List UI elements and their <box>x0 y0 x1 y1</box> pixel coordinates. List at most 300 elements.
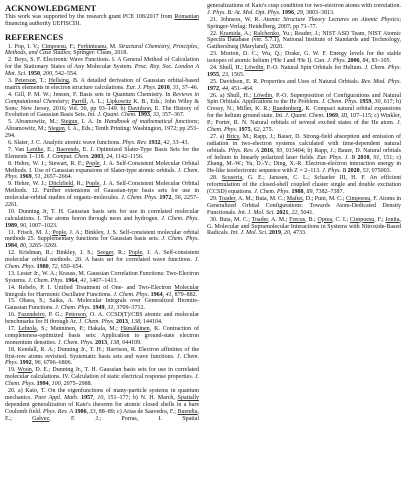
ref-text: , <box>127 319 131 326</box>
journal-title: 200 <box>43 71 52 78</box>
publication-year: 2013 <box>115 319 128 326</box>
ref-text: , E.; <box>5 408 199 422</box>
journal-title: Phys. Rev. <box>122 139 147 146</box>
ref-text: 1. Pop, I. V.; <box>8 43 42 50</box>
reference-item <box>5 44 199 58</box>
left-column <box>5 3 199 497</box>
publication-year: 1989 <box>5 222 17 229</box>
ref-text: 21. Johnson, W. R. <box>210 16 264 23</box>
journal-title: Int. J. Quant. Chem. <box>87 112 137 119</box>
ref-text: , A. M.; <box>268 216 290 223</box>
ref-text: 25. Davidson, E. R. Properties and Uses of Natural Orbitals. <box>210 78 362 85</box>
ref-text: , 617; b) Cressy, N.; Miller, K. R.; <box>207 99 401 113</box>
journal-title: J. Phys. B: At. Mol. Opt. Phys. <box>207 9 281 16</box>
ref-text: , B. A detailed derivation of Gaussian orbital-based matrix elements in electron structure calculations. <box>5 77 199 91</box>
ref-text: , <box>250 127 254 134</box>
ref-text: , J. A. Self-consistent molecular orbital methods. 20. A basis set for correlated wave functions. <box>5 250 199 264</box>
journal-title: 44 <box>222 85 228 92</box>
ref-text: , 1007–1023. <box>26 222 58 229</box>
ref-text: , 650–654. <box>57 264 84 271</box>
journal-title: 23 <box>222 71 228 78</box>
journal-title: J. Chem. Phys. <box>207 120 401 134</box>
ref-text: , M.; Rapp, J.; Bauer, D. Strong-field absorption and emission of radiation in two-electron systems calculated with time-dependent natural orbitals. <box>207 133 401 154</box>
journal-title: J. Chem. Phys. <box>121 195 158 202</box>
ref-text: , <box>169 84 173 91</box>
ref-text: 8. Hehre, W. J.; Stewart, R. F.; <box>8 160 86 167</box>
ref-text: , <box>48 264 52 271</box>
journal-title: 72 <box>51 264 58 271</box>
ref-text: 16. <box>8 312 18 319</box>
ref-text: , P.-O. Natural Spin Orbitals for Helium. <box>263 65 365 72</box>
ref-text: , <box>31 360 35 367</box>
ref-text: 2. Boys, S. F. Electronic Wave Functions. I. A General Method of Calculation for the Stationary States of Any Molecular System. <box>5 57 199 71</box>
publication-year: 1972 <box>207 85 219 92</box>
ref-text: , O. A. CCSD(T)/CBS atomic and molecular benchmarks for H through Ar. <box>5 312 199 326</box>
ref-text: , 542–554. <box>52 71 78 78</box>
journal-title: 33 <box>89 408 96 415</box>
publication-year: 1964 <box>65 277 78 284</box>
journal-title: J. Chem. Phys. <box>55 305 91 312</box>
reference-list-right <box>207 17 401 238</box>
ref-text: 19. <box>8 367 18 374</box>
reference-item <box>5 347 199 368</box>
reference-item <box>207 134 401 175</box>
ref-text: , T.; <box>35 77 49 84</box>
publication-year: 2021 <box>276 209 289 216</box>
journal-title: 41 <box>165 291 172 298</box>
underlined-word: Hämäläinen <box>120 326 150 333</box>
underlined-word: Seeger <box>97 250 114 257</box>
journal-title: 56 <box>174 195 181 202</box>
underlined-word: Baerends <box>56 146 79 153</box>
underlined-word: Stegun <box>48 126 65 133</box>
journal-title: Pure Appl. Math. <box>34 394 79 401</box>
journal-title: Reviews in Computational Chemistry <box>5 91 199 105</box>
ref-text: , J. A. Self-Consistent Molecular Orbital Methods. 12. Further extensions of Gaussian-type basis sets for use in molecular-orbital studies of organic-molecules. <box>5 181 199 202</box>
ref-text: , 107–115; c) Winkler, P.; Porter, R. N. Natural orbitals of several excited states of the He atom. <box>207 113 401 127</box>
ref-text: , <box>93 394 98 401</box>
ref-text: financing authority UEFISCDI. <box>5 20 81 27</box>
publication-year: 1964 <box>150 291 163 298</box>
journal-title: 138 <box>130 319 140 326</box>
publication-year: 2020 <box>347 168 360 175</box>
ref-text: ; <box>67 98 72 105</box>
underlined-word: Pople <box>128 250 143 257</box>
ref-text: , G. Molecular and Supramolecular Interactions in Systems with Nitroxide-Based Radicals. <box>207 216 401 237</box>
ref-text: , A. M.; Buta, M. C.; <box>235 195 287 202</box>
ref-text: , <box>17 243 20 250</box>
publication-year: 1972 <box>159 195 172 202</box>
journal-title: 89 <box>306 189 313 196</box>
ref-text: 24. Shull, H.; <box>210 65 245 72</box>
ref-text: , 2257–2261. <box>5 195 199 208</box>
ref-text: This work was supported by the research grant PCE 108/2017 from <box>5 13 175 20</box>
journal-title: 31 <box>172 84 179 91</box>
ref-text: 10. Dunning Jr, T. H. Gaussian basis sets for use in correlated molecular calculations. I. The atoms boron through neon and hydrogen. <box>5 208 199 222</box>
publication-year: 2010 <box>157 84 170 91</box>
journal-title: 91 <box>373 154 380 161</box>
reference-item <box>5 230 199 251</box>
reference-item <box>5 388 199 422</box>
journal-title: 93 <box>276 147 283 154</box>
underlined-word: Pople <box>85 160 100 167</box>
ref-text: , 37–46. <box>178 84 199 91</box>
journal-title: J. Chem. Phys. <box>5 167 199 181</box>
ref-text: 12. Krishnan, R.; Binkley, J. S.; <box>8 250 98 257</box>
journal-title: 51 <box>34 174 41 181</box>
reference-item <box>5 78 199 92</box>
underlined-word: Parrill <box>71 98 87 105</box>
ref-text: , <box>86 408 90 415</box>
underlined-word: Peterson <box>15 77 36 84</box>
ref-text: , <box>219 85 222 92</box>
journal-title: J. Chem. Phys. <box>5 374 199 388</box>
ref-text: 30. Buta, M. C.; <box>210 216 252 223</box>
journal-title: 96 <box>34 360 41 367</box>
underlined-word: Löwdin <box>244 65 264 72</box>
ref-text: , <box>77 277 81 284</box>
publication-year: 2016 <box>260 147 273 154</box>
publication-year: 1980 <box>36 264 49 271</box>
journal-title: 20 <box>284 230 290 237</box>
underlined-word: Peterson <box>65 312 86 319</box>
journal-title: J. Comput. Chem. <box>46 153 90 160</box>
journal-title: Eur. Phys. J. B <box>316 154 356 161</box>
underlined-word: Lehtola <box>18 326 37 333</box>
ref-text: ; Springer-Verlag: Heidelberg, 2007; pp 71–77. <box>207 16 401 30</box>
underlined-word: Pople <box>52 229 66 236</box>
ref-text: 14. Rebelo, P. I. Unified Treatment of One- and Two-Electron <box>8 284 175 291</box>
reference-list-left <box>5 44 199 423</box>
reference-item <box>5 181 199 209</box>
underlined-word: Woon <box>17 367 32 374</box>
reference-item <box>5 161 199 182</box>
reference-item <box>5 312 199 326</box>
ref-text: , <box>359 168 363 175</box>
underlined-word: Ruedenberg <box>272 106 302 113</box>
ref-text: generalizations of Kato's cusp condition for two-electron atoms with correlation. <box>207 3 401 9</box>
ref-text: , <box>103 153 107 160</box>
ref-text: , 044109. <box>119 339 142 346</box>
ref-text: , S.; Manninen, P.; Hakala, M.; <box>36 326 121 333</box>
ref-text: , K. Compact natural orbital expansions for the helium ground state. <box>207 106 401 120</box>
publication-year: 2006 <box>347 58 360 65</box>
underlined-word: Toader <box>251 216 269 223</box>
ref-text: , P. G.; <box>44 312 66 319</box>
underlined-word: Ditchfield <box>48 181 74 188</box>
reference-item <box>207 196 401 217</box>
underlined-word: Romanian <box>174 13 199 20</box>
ref-text: ; Springer: Cham, 2018. <box>70 50 128 57</box>
ref-text: , 144104. <box>139 319 163 326</box>
underlined-word: Brics <box>226 133 240 140</box>
ref-text: , <box>160 139 164 146</box>
ref-text: , <box>272 147 277 154</box>
ref-text: , 2657–2664. <box>40 174 73 181</box>
ref-text: 17. <box>8 326 19 333</box>
underlined-word: Scuseria <box>221 175 243 182</box>
publication-year: 2003 <box>91 153 104 160</box>
underlined-word: Molecular <box>174 284 199 291</box>
journal-title: 80 <box>20 243 26 250</box>
reference-item <box>5 250 199 271</box>
publication-year: 1986 <box>74 408 87 415</box>
ref-text: , R.; <box>113 250 129 257</box>
ref-text: , 3709–3712. <box>113 305 145 312</box>
publication-year: 2018 <box>357 154 370 161</box>
ref-text: 7. Van <box>8 146 27 153</box>
underlined-word: Maftei <box>286 195 303 202</box>
ref-text: , 5041. <box>297 209 314 216</box>
publication-year: 1969 <box>19 174 32 181</box>
journal-title: J. Chem. Phys. <box>57 339 94 346</box>
ref-text: , G. E.; Janssen, C. L.; Schaefer III, H. F. An efficient reformulation of the closed-shell coupled cluster single and double excitation (CCSD) equations. <box>207 175 401 196</box>
publication-year: 1955 <box>207 71 219 78</box>
ref-text: 20. a) Kato, T. On the eigenfunctions of many-particle systems in quantum mechanics. <box>5 388 199 401</box>
ref-text: , B.; <box>305 216 318 223</box>
reference-item <box>5 119 199 140</box>
ref-text: 11. Frisch, M. J.; <box>8 229 53 236</box>
reference-item <box>5 298 199 312</box>
ref-text: , <box>369 154 374 161</box>
ref-text: , <box>31 174 35 181</box>
publication-year: 1959 <box>359 99 372 106</box>
ref-text: 9. Hehre, W. J.; <box>8 181 49 188</box>
journal-title: J. Chem. Phys. <box>78 319 115 326</box>
acknowledgment-text <box>5 14 199 28</box>
underlined-word: Lipkowitz <box>106 98 132 105</box>
ref-text: , <box>303 189 307 196</box>
underlined-word: Ralchenko <box>253 30 280 37</box>
ref-text: , 451–464. <box>228 85 254 92</box>
journal-title: J. Chem. Phys. <box>161 215 199 222</box>
journal-title: Phys. Rev. A <box>228 147 260 154</box>
ref-text: 26. a) Shull, H.; <box>210 92 254 99</box>
underlined-word: Oprea <box>317 216 333 223</box>
acknowledgment-heading: ACKNOWLEDGMENT <box>5 3 97 13</box>
reference-item <box>207 51 401 65</box>
underlined-word: Ferbinteanu <box>77 43 107 50</box>
ref-text: K. B., Eds.; John Wiley & Sons: New Jersey, 2016; Vol. 30, pp 93–149. b) <box>5 98 199 112</box>
ref-text: , <box>17 222 20 229</box>
underlined-word: Pople <box>85 181 100 188</box>
ref-text: 13. Lester Jr., W. A.; Krauss, M. Gaussian Correlation Functions: Two-Electron Systems. <box>5 270 199 284</box>
underlined-word: Hellsing <box>48 77 69 84</box>
ref-text: dependent generalization of Kato's theorem for atomic closed shells in a bare Coulomb field. <box>5 401 199 415</box>
journal-title: Handbook of mathematical functions <box>104 119 198 126</box>
underlined-word: Cimpoesu <box>345 195 371 202</box>
ref-text: 28. <box>210 175 222 182</box>
journal-title: Rev. Mod. Phys. <box>361 78 401 85</box>
underlined-word: Cimpoesu <box>41 43 66 50</box>
ref-text: , 3265–3269. <box>26 243 58 250</box>
ref-text: , F.; <box>65 43 78 50</box>
ref-text: 23. Morton, D. C.; Wu, Q.; Drake, G. W. F. Energy levels for the stable isotopes of atomic helium (⁴He I and ³He I). <box>207 51 401 65</box>
ref-text: , E. J. Optimized Slater-Type Basis Sets for the Elements 1–118. <box>5 146 199 160</box>
reference-item <box>207 175 401 196</box>
reference-item <box>207 65 401 79</box>
ref-text: , F. J.; Porras, I. Spatial <box>49 415 199 422</box>
ref-text: , <box>48 381 52 388</box>
journal-title: 53 <box>362 168 369 175</box>
journal-title: Atomic Structure Theory Lectures on Atomic Physics <box>263 16 400 23</box>
journal-title: Can. J. Phys. <box>314 58 347 65</box>
reference-item <box>5 367 199 388</box>
journal-title: J. Chem. Phys. <box>5 257 199 271</box>
journal-title: J. Phys. B <box>322 168 347 175</box>
ref-text: , <box>288 209 292 216</box>
publication-year: 1996 <box>282 9 295 16</box>
reference-item <box>207 217 401 238</box>
publication-year: 1969 <box>326 113 339 120</box>
ref-text: , 275. <box>259 127 274 134</box>
ref-text: , 075003. <box>368 168 392 175</box>
ref-text: 22. <box>210 30 220 37</box>
ref-text: 29. <box>210 195 219 202</box>
underlined-word: Spatially <box>177 394 199 401</box>
ref-text: , 357–367. <box>159 112 185 119</box>
journal-title: J. Chem. Phys. <box>321 99 358 106</box>
journal-title: 84 <box>362 58 369 65</box>
journal-title: Structural Chemistry, Principles, Methods, and Case Studies <box>5 43 199 57</box>
journal-title: 100 <box>51 381 61 388</box>
ref-text: , <box>107 339 111 346</box>
ref-text: , <box>40 71 43 78</box>
underlined-word: Löwdin <box>253 92 273 99</box>
publication-year: 1984 <box>5 243 17 250</box>
underlined-word: Frecus <box>289 216 306 223</box>
ref-text: , J. A. Self-Consistent Molecular Orbital Methods. I. Use of Gaussian expansions of Slater-type atomic orbitals. <box>5 160 199 174</box>
journal-title: 29 <box>297 9 304 16</box>
journal-title: Eur. J. Phys. <box>126 84 157 91</box>
ref-text: Integrals for Harmonic Oscillator Functions. <box>5 291 114 298</box>
reference-item-continuation <box>207 3 401 17</box>
publication-year: 1957 <box>81 394 94 401</box>
reference-item <box>207 17 401 31</box>
reference-item <box>207 93 401 134</box>
ref-text: , Yu.; Reader, J.; NIST ASD Team, NIST Atomic Spectra Database (ver. 5.7.1), National Institute of Standards and Technology, Gaithersburg (Maryland), 2020. <box>207 30 401 51</box>
underlined-word: Davidson <box>127 105 151 112</box>
ref-text: , 1142–1156. <box>112 153 144 160</box>
publication-year: 2013 <box>95 339 108 346</box>
journal-title: 62 <box>253 127 260 134</box>
references-heading: REFERENCES <box>5 31 64 42</box>
ref-text: , <box>219 71 222 78</box>
publication-year: 1932 <box>148 139 161 146</box>
ref-text: , 3803–3813. <box>303 9 335 16</box>
journal-title: J. Chem. Phys. <box>28 277 64 284</box>
ref-text: 4. Gill, P. M. W.; Jensen, F. Basis sets in Quantum Chemistry. In <box>8 91 173 98</box>
reference-item <box>5 140 199 147</box>
journal-title: Int. J. Quant. Chem. <box>275 113 325 120</box>
underlined-word: Ionita <box>385 216 400 223</box>
journal-title: Int. J. Mol. Sci. <box>238 209 275 216</box>
ref-text: 15. Obara, S.; Saika, A. Molecular Integrals over Generalized Hermite-Gaussian Functions. <box>5 298 199 312</box>
ref-text: , 6796–6806. <box>40 360 73 367</box>
ref-text: , 151–177; b) N. H. March, <box>103 394 178 401</box>
underlined-word: Fazendeiro <box>17 312 45 319</box>
ref-text: , 88–89; c) Arias de Saavedra, F.; <box>95 408 178 415</box>
ref-text: , <box>338 113 342 120</box>
journal-title: Phys. Rev. A <box>43 408 73 415</box>
publication-year: 1950 <box>28 71 40 78</box>
ref-text: , E. The History of Evolution of Gaussian Basis Sets. <box>5 105 199 119</box>
publication-year: 1949 <box>92 305 105 312</box>
ref-text: , 013404; b) Rapp, J.; Bauer, D. Natural orbitals of helium in linearly polarized laser fields. <box>207 147 401 161</box>
reference-item <box>5 285 199 299</box>
underlined-word: Toader <box>218 195 236 202</box>
ref-text: , 7382–7387. <box>312 189 344 196</box>
ref-text: , D.; Puni, M. C.; <box>302 195 346 202</box>
journal-title: 33 <box>153 112 159 119</box>
ref-text: , A. L.; <box>86 98 107 105</box>
ref-text: , E.; <box>43 146 57 153</box>
ref-text: , <box>150 112 153 119</box>
journal-title: 41 <box>80 277 87 284</box>
reference-item <box>5 326 199 347</box>
journal-title: 10 <box>97 394 104 401</box>
ref-text: , <box>281 230 284 237</box>
right-column <box>207 3 401 497</box>
ref-text: 3. <box>8 77 16 84</box>
ref-text: , A.; <box>240 30 254 37</box>
ref-text: , F. Atoms in Generalized Orbital Configurations: Towards Atom-Dedicated Density Functionals. <box>207 195 401 216</box>
journal-title: 42 <box>163 139 170 146</box>
ref-text: , <box>162 291 166 298</box>
ref-text: 18. Kendall, R. A.; Dunning Jr., T. H.; Harrison, R. Electron affinities of the first-row atoms revisited. Systematic basis sets and wave functions. <box>5 346 199 360</box>
ref-text: , 4733. <box>290 230 307 237</box>
ref-text: , J. A.; Binkley, J. S. Self-consistent molecular orbital methods 25. Supplementary functions for Gaussian basis sets. <box>5 229 199 243</box>
journal-title: 22 <box>291 209 298 216</box>
ref-text: , I. A., Eds.; Tenth Printing: Washington, 1972; pp 253–294. <box>5 126 199 140</box>
reference-item <box>5 57 199 78</box>
publication-year: 2019 <box>269 230 281 237</box>
ref-text: , 151; c) Zhang, M.-W.; Yu, D.-Y.; Ding, X.-R. Electron-electron interaction energy in He-like isoelectronic sequence with Z = 2–113. <box>207 154 401 175</box>
publication-year: 1988 <box>291 189 304 196</box>
ref-text: , <box>359 58 363 65</box>
ref-text: , P.-O. Superposition of Configurations and Natural Spin Orbitals. Applications to the He Problem. <box>207 92 401 106</box>
ref-text: , M. <box>106 43 119 50</box>
ref-text: , <box>371 99 375 106</box>
ref-text: , K. Contraction of completeness-optimized basis sets: Application to ground-state electron momentum densities. <box>5 326 199 346</box>
ref-text: , 2975–2988. <box>60 381 93 388</box>
reference-item <box>5 271 199 285</box>
underlined-word: Buendia <box>177 408 198 415</box>
journal-title: Int. J. Mol. Sci. <box>230 230 268 237</box>
underlined-word: Lenthe <box>26 146 44 153</box>
journal-title: 24 <box>106 153 113 160</box>
ref-text: 27. a) <box>210 133 227 140</box>
journal-title: J. Chem. Phys. <box>5 353 199 367</box>
ref-text: , F.; <box>374 216 386 223</box>
publication-year: 1994 <box>36 381 49 388</box>
reference-item <box>207 79 401 93</box>
journal-title: J. Chem. Phys. <box>254 189 290 196</box>
ref-text: , R.; <box>73 181 86 188</box>
ref-text: ; Abramowitz, M.; <box>5 119 199 133</box>
journal-title: J. Chem. Phys. <box>364 65 401 72</box>
journal-title: 138 <box>110 339 120 346</box>
ref-text: , <box>171 195 175 202</box>
reference-item <box>5 147 199 161</box>
journal-title: J. Chem. Phys. <box>113 291 150 298</box>
reference-item <box>207 31 401 52</box>
ref-text: 5. Abramowitz, M.; <box>8 119 61 126</box>
journal-title: 30 <box>374 99 381 106</box>
journal-title: III <box>341 113 348 120</box>
underlined-word: Stegun <box>60 119 78 126</box>
ref-text: , 1565. <box>228 71 245 78</box>
